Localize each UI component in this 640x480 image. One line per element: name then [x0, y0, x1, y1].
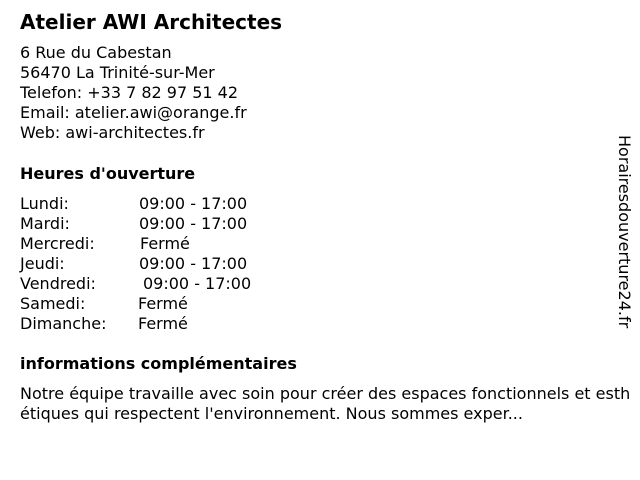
address-street: 6 Rue du Cabestan	[20, 43, 172, 62]
contact-block	[20, 43, 247, 143]
hours-time: 09:00 - 17:00	[143, 274, 252, 293]
watermark-label: Horairesdouverture24.fr	[615, 135, 634, 329]
business-name: Atelier AWI Architectes	[20, 10, 283, 34]
hours-time: Fermé	[138, 314, 188, 333]
phone-line[interactable]: Telefon: +33 7 82 97 51 42	[20, 83, 239, 102]
hours-day: Vendredi:	[20, 274, 96, 293]
opening-hours-heading: Heures d'ouverture	[20, 164, 196, 183]
additional-info-heading: informations complémentaires	[20, 354, 297, 373]
hours-day: Samedi:	[20, 294, 86, 313]
email-line[interactable]: Email: atelier.awi@orange.fr	[20, 103, 247, 122]
hours-time: Fermé	[138, 294, 188, 313]
hours-time: 09:00 - 17:00	[139, 194, 248, 213]
hours-day: Mercredi:	[20, 234, 95, 253]
hours-time: 09:00 - 17:00	[139, 214, 248, 233]
hours-time: 09:00 - 17:00	[139, 254, 248, 273]
hours-day: Lundi:	[20, 194, 69, 213]
additional-info-text: Notre équipe travaille avec soin pour créer des espaces fonctionnels et esthétiques qui respectent l'environnement. Nous sommes exper...	[20, 384, 631, 423]
hours-day: Mardi:	[20, 214, 70, 233]
address-city: 56470 La Trinité-sur-Mer	[20, 63, 215, 82]
hours-time: Fermé	[140, 234, 190, 253]
hours-day: Dimanche:	[20, 314, 107, 333]
hours-day: Jeudi:	[20, 254, 65, 273]
website-line[interactable]: Web: awi-architectes.fr	[20, 123, 205, 142]
